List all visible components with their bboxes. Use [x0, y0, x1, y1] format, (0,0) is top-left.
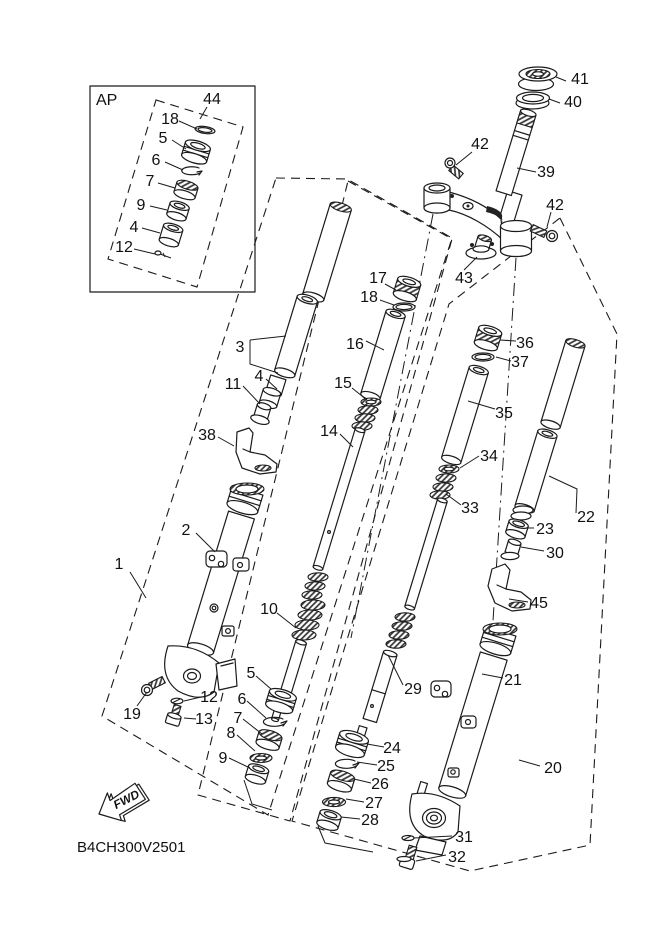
callout-1: 1: [114, 556, 124, 573]
callout-12-inset: 12: [115, 239, 133, 256]
callout-43: 43: [455, 270, 473, 287]
callout-32: 32: [448, 849, 466, 866]
callout-8: 8: [226, 725, 236, 742]
callout-3: 3: [235, 339, 245, 356]
callout-9: 9: [218, 750, 228, 767]
callout-9-inset: 9: [136, 197, 146, 214]
collar-4-inset: [158, 221, 184, 248]
callout-41: 41: [571, 71, 589, 88]
callout-2: 2: [181, 522, 191, 539]
callout-40: 40: [564, 94, 582, 111]
spring-coils-upper-left: [352, 406, 378, 430]
callout-6: 6: [237, 691, 247, 708]
drawing-code: B4CH300V2501: [77, 839, 186, 856]
inner-tube-3-lower: [274, 292, 319, 379]
callout-18: 18: [360, 289, 378, 306]
callout-26: 26: [371, 776, 389, 793]
spring-coils-mid-right: [386, 613, 415, 648]
damper-rod-14: [313, 427, 366, 571]
callout-12: 12: [200, 689, 218, 706]
inset-label: AP: [96, 92, 118, 109]
bolt-19: [142, 676, 166, 695]
fork-spring-10: [292, 600, 325, 640]
callout-36: 36: [516, 335, 534, 352]
callout-4-inset: 4: [129, 219, 139, 236]
cap-bolt-36: [473, 323, 503, 353]
callout-15: 15: [334, 375, 352, 392]
callout-34: 34: [480, 448, 498, 465]
bearing-washer-40: [516, 92, 550, 109]
washer-8: [250, 754, 272, 763]
seal-26: [326, 768, 356, 795]
cap-bolt-17: [392, 274, 422, 304]
clip-31: [402, 836, 414, 841]
callout-16: 16: [346, 336, 364, 353]
callout-42-top: 42: [471, 136, 489, 153]
damper-rod-33: [404, 497, 447, 611]
fwd-arrow: [92, 777, 153, 830]
bushing-9: [244, 762, 270, 786]
callout-20: 20: [544, 760, 562, 777]
callout-30: 30: [546, 545, 564, 562]
damper-rod-29: [354, 649, 397, 744]
callout-18-inset: 18: [161, 111, 179, 128]
inner-tube-3-upper: [302, 200, 353, 304]
callout-21: 21: [504, 672, 522, 689]
callout-22: 22: [577, 509, 595, 526]
cap-5-inset: [180, 138, 211, 167]
spring-coils-mid-left: [302, 573, 328, 599]
callout-38: 38: [198, 427, 216, 444]
spring-coils-upper-right: [430, 474, 456, 499]
bushing-9-inset: [166, 199, 191, 223]
bolt-13: [165, 703, 184, 726]
callout-17: 17: [369, 270, 387, 287]
callout-37: 37: [511, 354, 529, 371]
bushing-23: [505, 517, 530, 541]
spring-seat-15: [361, 398, 381, 406]
callout-23: 23: [536, 521, 554, 538]
callout-33: 33: [461, 500, 479, 517]
callout-7-inset: 7: [145, 173, 155, 190]
callout-7: 7: [233, 710, 243, 727]
callout-44: 44: [203, 91, 221, 108]
washer-27: [323, 797, 346, 806]
bolt-42-side: [530, 225, 557, 242]
ring-nut-43: [466, 234, 496, 259]
callout-27: 27: [365, 795, 383, 812]
reflector-bracket-45: [488, 564, 531, 611]
ring-7-inset: [173, 178, 199, 202]
bolt-32: [397, 845, 417, 870]
reflector-bracket-38: [236, 428, 277, 474]
inner-tube-22-lower: [514, 427, 558, 515]
callout-29: 29: [404, 681, 422, 698]
callout-42-side: 42: [546, 197, 564, 214]
callout-10: 10: [260, 601, 278, 618]
spring-seat-34: [439, 465, 459, 473]
outer-tube-21: [410, 623, 517, 855]
clip-25: [335, 759, 359, 768]
callout-28: 28: [361, 812, 379, 829]
clip-6-inset: [182, 167, 202, 175]
callout-11: 11: [224, 376, 242, 393]
callout-45: 45: [530, 595, 548, 612]
o-ring-37: [472, 353, 494, 361]
callout-4: 4: [254, 368, 264, 385]
inner-tube-22-upper: [540, 337, 586, 431]
steering-stem-39: [496, 108, 537, 196]
callout-25: 25: [377, 758, 395, 775]
callout-19: 19: [123, 706, 141, 723]
callout-13: 13: [195, 711, 213, 728]
clip-12: [171, 698, 183, 704]
callout-39: 39: [537, 164, 555, 181]
screw-12-inset: [155, 251, 171, 258]
upper-bearing-41: [519, 67, 558, 91]
callout-14: 14: [320, 423, 338, 440]
callout-5-inset: 5: [158, 130, 168, 147]
callout-35: 35: [495, 405, 513, 422]
callout-24: 24: [383, 740, 401, 757]
callout-6-inset: 6: [151, 152, 161, 169]
callout-5: 5: [246, 665, 256, 682]
callout-31: 31: [455, 829, 473, 846]
collar-30: [501, 538, 522, 560]
fwd-label: FWD: [111, 787, 142, 812]
